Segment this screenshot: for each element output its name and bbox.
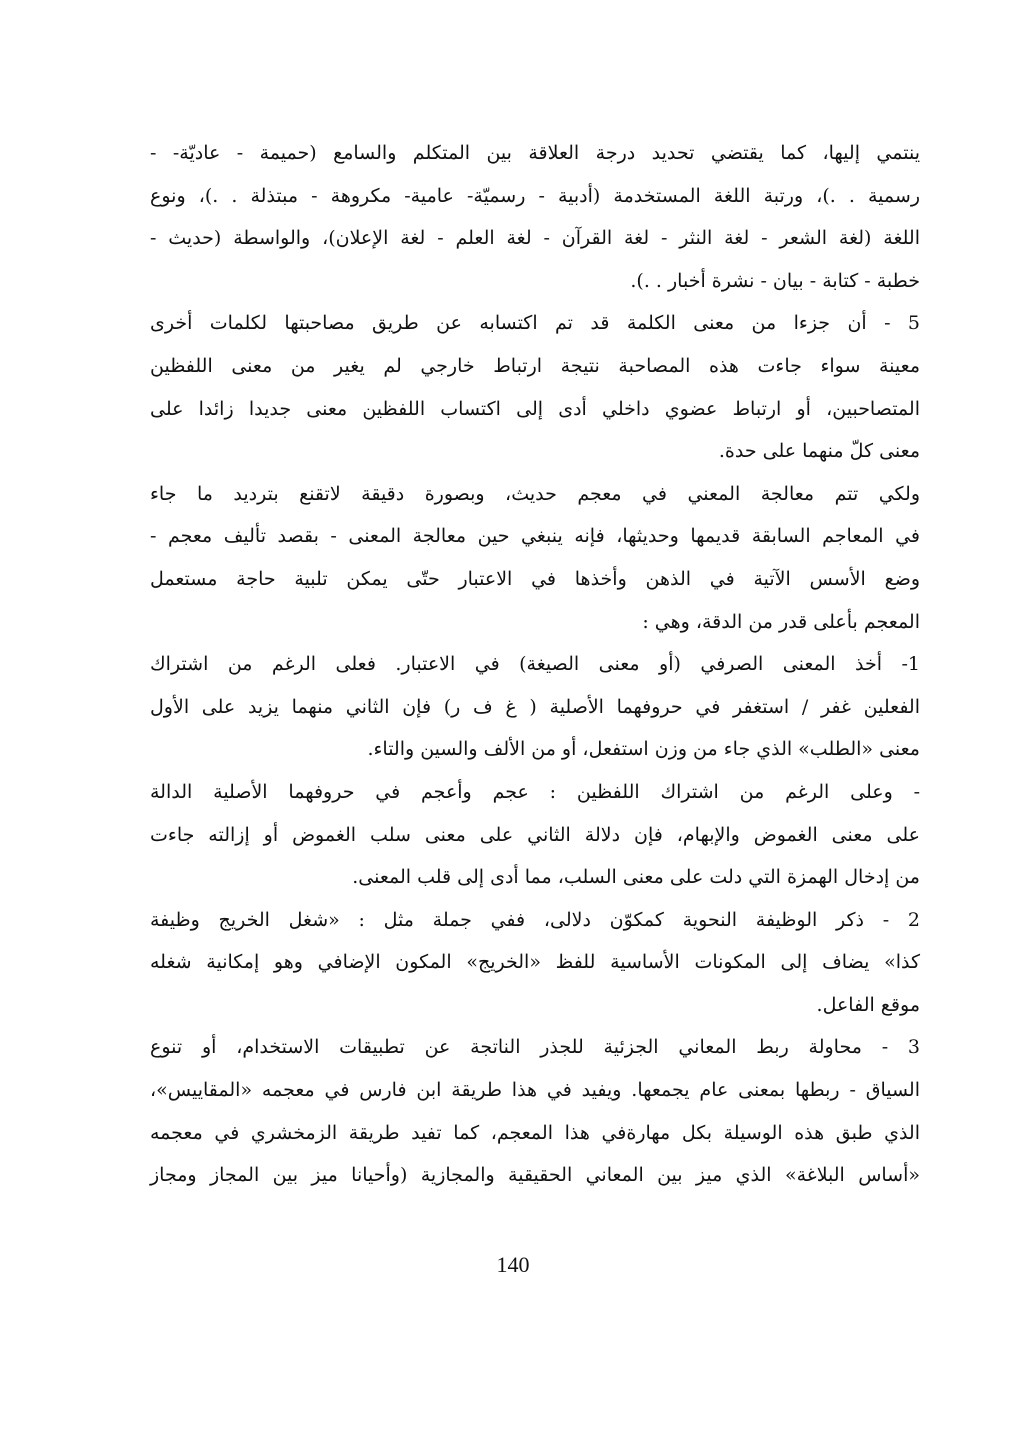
text-line: الذي طبق هذه الوسيلة بكل مهارةفي هذا المعجم، كما تفيد طريقة الزمخشري في معجمه — [150, 1121, 920, 1144]
page-number: 140 — [496, 1252, 530, 1277]
text-line: السياق - ربطها بمعنى عام يجمعها. ويفيد في هذا طريقة ابن فارس في معجمه «المقاييس»، — [150, 1079, 920, 1102]
text-line: ولكي تتم معالجة المعني في معجم حديث، وبصورة دقيقة لاتقنع بترديد ما جاء — [150, 482, 920, 505]
text-line: في المعاجم السابقة قديمها وحديثها، فإنه ينبغي حين معالجة المعنى - بقصد تأليف معجم - — [150, 525, 920, 548]
text-line: من إدخال الهمزة التي دلت على معنى السلب، مما أدى إلى قلب المعنى. — [352, 866, 920, 889]
paragraph-point-3 — [150, 1026, 920, 1196]
text-line: اللغة (لغة الشعر - لغة النثر - لغة القرآن - لغة العلم - لغة الإعلان)، والواسطة (حديث - — [150, 227, 920, 250]
text-line: كذا» يضاف إلى المكونات الأساسية للفظ «الخريج» المكون الإضافي وهو إمكانية شغله — [150, 951, 920, 974]
text-line: معنى كلّ منهما على حدة. — [718, 440, 920, 463]
paragraph-point-1-example — [150, 771, 920, 899]
text-line: رسمية . .)، ورتبة اللغة المستخدمة (أدبية - رسميّة- عامية- مكروهة - مبتذلة . .)، ونوع — [150, 184, 920, 207]
text-line: المتصاحبين، أو ارتباط عضوي داخلي أدى إلى اكتساب اللفظين معنى جديدا زائدا على — [150, 397, 920, 420]
paragraph-intro-foundations — [150, 473, 920, 643]
paragraph-register — [150, 132, 920, 302]
paragraph-point-1 — [150, 643, 920, 771]
text-line: على معنى الغموض والإبهام، فإن دلالة الثاني على معنى سلب الغموض أو إزالته جاءت — [150, 823, 920, 846]
text-line: معينة سواء جاءت هذه المصاحبة نتيجة ارتباط خارجي لم يغير من معنى اللفظين — [150, 354, 920, 377]
text-line: - وعلى الرغم من اشتراك اللفظين : عجم وأعجم في حروفهما الأصلية الدالة — [150, 780, 920, 803]
text-line: 2 - ذكر الوظيفة النحوية كمكوّن دلالى، ففي جملة مثل : «شغل الخريج وظيفة — [150, 908, 920, 931]
text-line: معنى «الطلب» الذي جاء من وزن استفعل، أو من الألف والسين والتاء. — [367, 738, 920, 761]
text-line: 5 - أن جزءا من معنى الكلمة قد تم اكتسابه عن طريق مصاحبتها لكلمات أخرى — [150, 312, 920, 335]
text-line: موقع الفاعل. — [816, 993, 920, 1016]
text-line: 1- أخذ المعنى الصرفي (أو معنى الصيغة) في الاعتبار. فعلى الرغم من اشتراك — [150, 653, 920, 676]
text-line: وضع الأسس الآتية في الذهن وأخذها في الاعتبار حتّى يمكن تلبية حاجة مستعمل — [150, 567, 920, 590]
paragraph-point-2 — [150, 899, 920, 1027]
text-line: الفعلين غفر / استغفر في حروفهما الأصلية ( غ ف ر) فإن الثاني منهما يزيد على الأول — [150, 695, 920, 718]
text-line: «أساس البلاغة» الذي ميز بين المعاني الحقيقية والمجازية (وأحيانا ميز بين المجاز ومجاز — [150, 1164, 920, 1187]
text-line: المعجم بأعلى قدر من الدقة، وهي : — [642, 610, 920, 633]
text-line: ينتمي إليها، كما يقتضي تحديد درجة العلاقة بين المتكلم والسامع (حميمة - عاديّة- - — [150, 142, 920, 164]
paragraph-point-5 — [150, 302, 920, 472]
text-line: 3 - محاولة ربط المعاني الجزئية للجذر الناتجة عن تطبيقات الاستخدام، أو تنوع — [150, 1036, 920, 1059]
page-body — [150, 132, 920, 1197]
text-line: خطبة - كتابة - بيان - نشرة أخبار . .). — [630, 269, 920, 292]
